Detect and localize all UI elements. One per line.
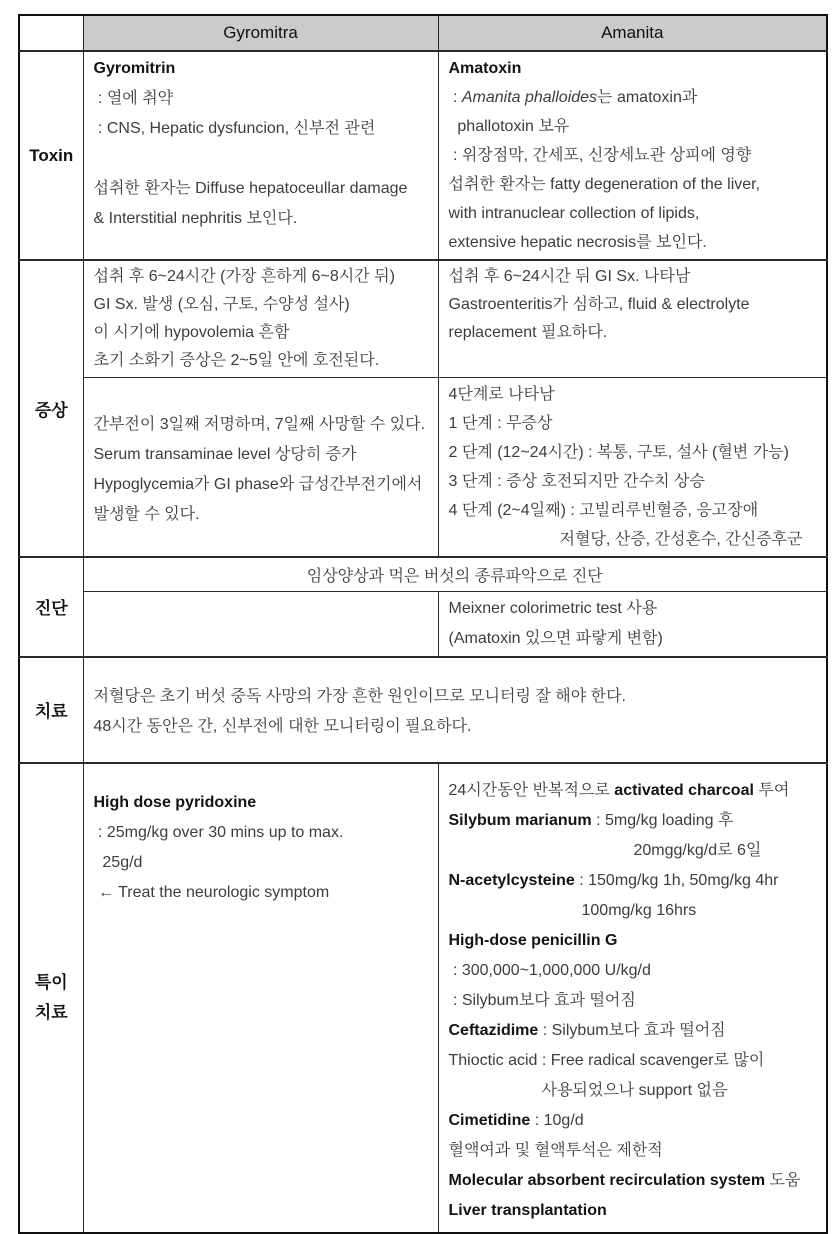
text-line xyxy=(94,114,428,144)
plain-text: 간부전이 3일째 저명하며, 7일째 사망할 수 있다. xyxy=(93,416,426,433)
emphasized-text: Amatoxin xyxy=(448,60,522,77)
emphasized-text: Liver transplantation xyxy=(448,1201,607,1219)
text-line xyxy=(449,112,817,141)
plain-text: 1 단계 : 무증상 xyxy=(448,415,553,432)
text-line xyxy=(449,1136,817,1166)
symptoms-gyromitra-phase2-cell xyxy=(83,378,438,558)
specific-treatment-amanita-cell xyxy=(438,763,827,1233)
text-line xyxy=(94,291,428,319)
plain-text: Meixner colorimetric test 사용 xyxy=(448,599,658,617)
text-line xyxy=(449,291,817,319)
emphasized-text: Gyromitrin xyxy=(93,60,176,77)
plain-text: 는 amatoxin과 xyxy=(597,89,698,106)
emphasized-text: Silybum marianum xyxy=(448,811,592,829)
plain-text: phallotoxin 보유 xyxy=(448,118,570,135)
plain-text: 특이 xyxy=(34,972,68,992)
text-line xyxy=(94,500,428,530)
mushroom-toxin-comparison-table xyxy=(18,14,828,1234)
text-line xyxy=(94,54,428,84)
text-line xyxy=(94,144,428,174)
text-line xyxy=(449,409,817,438)
plain-text: Gastroenteritis가 심하고, fluid & electrolyte xyxy=(448,296,750,313)
text-line xyxy=(449,263,817,291)
text-line xyxy=(449,467,817,496)
specific-treatment-row xyxy=(19,763,827,1233)
text-line xyxy=(94,204,428,234)
symptoms-row-label: 증상 xyxy=(19,260,83,557)
diagnosis-row-label: 진단 xyxy=(19,557,83,657)
plain-text: 24시간동안 반복적으로 xyxy=(448,781,615,799)
text-line xyxy=(94,410,428,440)
treatment-row xyxy=(19,657,827,763)
plain-text: ← Treat the neurologic symptom xyxy=(93,883,330,901)
plain-text: : 150mg/kg 1h, 50mg/kg 4hr xyxy=(574,871,779,889)
symptoms-amanita-phase2-cell xyxy=(438,378,827,558)
text-line xyxy=(94,84,428,114)
plain-text: extensive hepatic necrosis를 보인다. xyxy=(448,234,707,251)
plain-text: 4단계로 나타남 xyxy=(448,386,555,403)
diagnosis-row-common xyxy=(19,557,827,591)
plain-text: replacement 필요하다. xyxy=(448,324,608,341)
plain-text: : 300,000~1,000,000 U/kg/d xyxy=(448,961,651,979)
text-line xyxy=(449,199,817,228)
plain-text: & Interstitial nephritis 보인다. xyxy=(93,210,298,227)
text-line xyxy=(94,263,428,291)
plain-text: : 5mg/kg loading 후 xyxy=(591,811,734,829)
diagnosis-gyromitra-cell xyxy=(83,591,438,657)
plain-text: Serum transaminae level 상당히 증가 xyxy=(93,446,357,463)
text-line xyxy=(449,525,817,554)
text-line xyxy=(449,496,817,525)
plain-text: 25g/d xyxy=(93,853,143,871)
text-line xyxy=(94,440,428,470)
comparison-table-sheet xyxy=(18,14,828,1234)
text-line xyxy=(24,968,79,998)
plain-text: : Silybum보다 효과 떨어짐 xyxy=(538,1021,726,1039)
text-line xyxy=(449,1106,817,1136)
text-line xyxy=(449,319,817,347)
text-line xyxy=(449,1046,817,1076)
emphasized-text: Molecular absorbent recirculation system xyxy=(448,1171,766,1189)
text-line xyxy=(94,347,428,375)
plain-text: 초기 소화기 증상은 2~5일 안에 호전된다. xyxy=(93,352,380,369)
plain-text: 4 단계 (2~4일째) : 고빌리루빈혈증, 응고장애 xyxy=(448,502,759,519)
emphasized-text: High dose pyridoxine xyxy=(93,793,257,811)
plain-text: : 25mg/kg over 30 mins up to max. xyxy=(93,823,344,841)
plain-text: 20mgg/kg/d로 6일 xyxy=(633,841,762,859)
text-line xyxy=(449,776,817,806)
plain-text: Thioctic acid : Free radical scavenger로 많이 xyxy=(448,1051,765,1069)
text-line xyxy=(449,380,817,409)
emphasized-text: Cimetidine xyxy=(448,1111,531,1129)
plain-text: GI Sx. 발생 (오심, 구토, 수양성 설사) xyxy=(93,296,350,313)
text-line xyxy=(94,174,428,204)
plain-text: 투여 xyxy=(753,781,790,799)
text-line xyxy=(449,1166,817,1196)
toxin-row-label: Toxin xyxy=(19,51,83,260)
text-line xyxy=(449,624,817,654)
text-line xyxy=(449,896,817,926)
plain-text: : 열에 취약 xyxy=(93,90,174,107)
plain-text: : xyxy=(448,89,462,106)
specific-treatment-row-label xyxy=(19,763,83,1233)
toxin-amanita-cell xyxy=(438,51,827,260)
text-line xyxy=(94,788,428,818)
symptoms-row-phase2 xyxy=(19,378,827,558)
plain-text: 2 단계 (12~24시간) : 복통, 구토, 설사 (혈변 가능) xyxy=(448,444,789,461)
symptoms-amanita-phase1-cell xyxy=(438,260,827,378)
plain-text: : Silybum보다 효과 떨어짐 xyxy=(448,991,636,1009)
diagnosis-amanita-cell xyxy=(438,591,827,657)
plain-text: 이 시기에 hypovolemia 흔함 xyxy=(93,324,290,341)
corner-cell xyxy=(19,15,83,51)
plain-text: 사용되었으나 support 없음 xyxy=(541,1081,728,1099)
text-line xyxy=(449,1196,817,1226)
text-line xyxy=(449,986,817,1016)
text-line xyxy=(449,806,817,836)
plain-text: 저혈당, 산증, 간성혼수, 간신증후군 xyxy=(559,531,803,548)
plain-text: 저혈당은 초기 버섯 중독 사망의 가장 흔한 원인이므로 모니터링 잘 해야 한다. xyxy=(93,687,626,705)
emphasized-text: activated charcoal xyxy=(614,781,754,799)
emphasized-text: N-acetylcysteine xyxy=(448,871,575,889)
toxin-gyromitra-cell xyxy=(83,51,438,260)
diagnosis-common-cell: 임상양상과 먹은 버섯의 종류파악으로 진단 xyxy=(83,557,827,591)
text-line xyxy=(449,866,817,896)
plain-text: Hypoglycemia가 GI phase와 급성간부전기에서 xyxy=(93,476,423,493)
text-line xyxy=(94,818,428,848)
text-line xyxy=(449,141,817,170)
plain-text: 섭취 후 6~24시간 뒤 GI Sx. 나타남 xyxy=(448,268,691,285)
plain-text: 섭취한 환자는 Diffuse hepatoceullar damage xyxy=(93,180,408,197)
plain-text: 3 단계 : 증상 호전되지만 간수치 상승 xyxy=(448,473,705,490)
text-line xyxy=(449,438,817,467)
text-line xyxy=(24,998,79,1028)
emphasized-text: Ceftazidime xyxy=(448,1021,539,1039)
emphasized-text: High-dose penicillin G xyxy=(448,931,618,949)
toxin-row xyxy=(19,51,827,260)
text-line xyxy=(94,712,817,742)
plain-text: 섭취 후 6~24시간 (가장 흔하게 6~8시간 뒤) xyxy=(93,268,395,285)
text-line xyxy=(449,956,817,986)
text-line xyxy=(449,54,817,83)
plain-text: 치료 xyxy=(34,1002,68,1022)
plain-text: : 위장점막, 간세포, 신장세뇨관 상피에 영향 xyxy=(448,147,752,164)
plain-text: 혈액여과 및 혈액투석은 제한적 xyxy=(448,1141,663,1159)
text-line xyxy=(449,170,817,199)
header-cell-gyromitra: Gyromitra xyxy=(83,15,438,51)
header-cell-amanita: Amanita xyxy=(438,15,827,51)
plain-text: 발생할 수 있다. xyxy=(93,506,200,523)
text-line xyxy=(94,380,428,410)
plain-text: : CNS, Hepatic dysfuncion, 신부전 관련 xyxy=(93,120,376,137)
plain-text: : 10g/d xyxy=(530,1111,584,1129)
plain-text: 섭취한 환자는 fatty degeneration of the liver, xyxy=(448,176,761,193)
text-line xyxy=(94,682,817,712)
text-line xyxy=(449,1076,817,1106)
text-line xyxy=(449,83,817,112)
text-line xyxy=(94,848,428,878)
text-line xyxy=(449,594,817,624)
treatment-common-cell xyxy=(83,657,827,763)
plain-text: with intranuclear collection of lipids, xyxy=(448,205,700,222)
symptoms-gyromitra-phase1-cell xyxy=(83,260,438,378)
diagnosis-row-split xyxy=(19,591,827,657)
symptoms-row-phase1 xyxy=(19,260,827,378)
text-line xyxy=(449,228,817,257)
text-line xyxy=(94,878,428,908)
text-line xyxy=(449,836,817,866)
text-line xyxy=(94,470,428,500)
text-line xyxy=(449,926,817,956)
header-row xyxy=(19,15,827,51)
plain-text: 도움 xyxy=(765,1171,801,1189)
text-line xyxy=(94,319,428,347)
italic-text: Amanita phalloides xyxy=(461,89,598,106)
treatment-row-label: 치료 xyxy=(19,657,83,763)
plain-text: (Amatoxin 있으면 파랗게 변함) xyxy=(448,629,663,647)
plain-text: 100mg/kg 16hrs xyxy=(581,901,697,919)
specific-treatment-gyromitra-cell xyxy=(83,763,438,1233)
plain-text: 48시간 동안은 간, 신부전에 대한 모니터링이 필요하다. xyxy=(93,717,472,735)
text-line xyxy=(449,1016,817,1046)
